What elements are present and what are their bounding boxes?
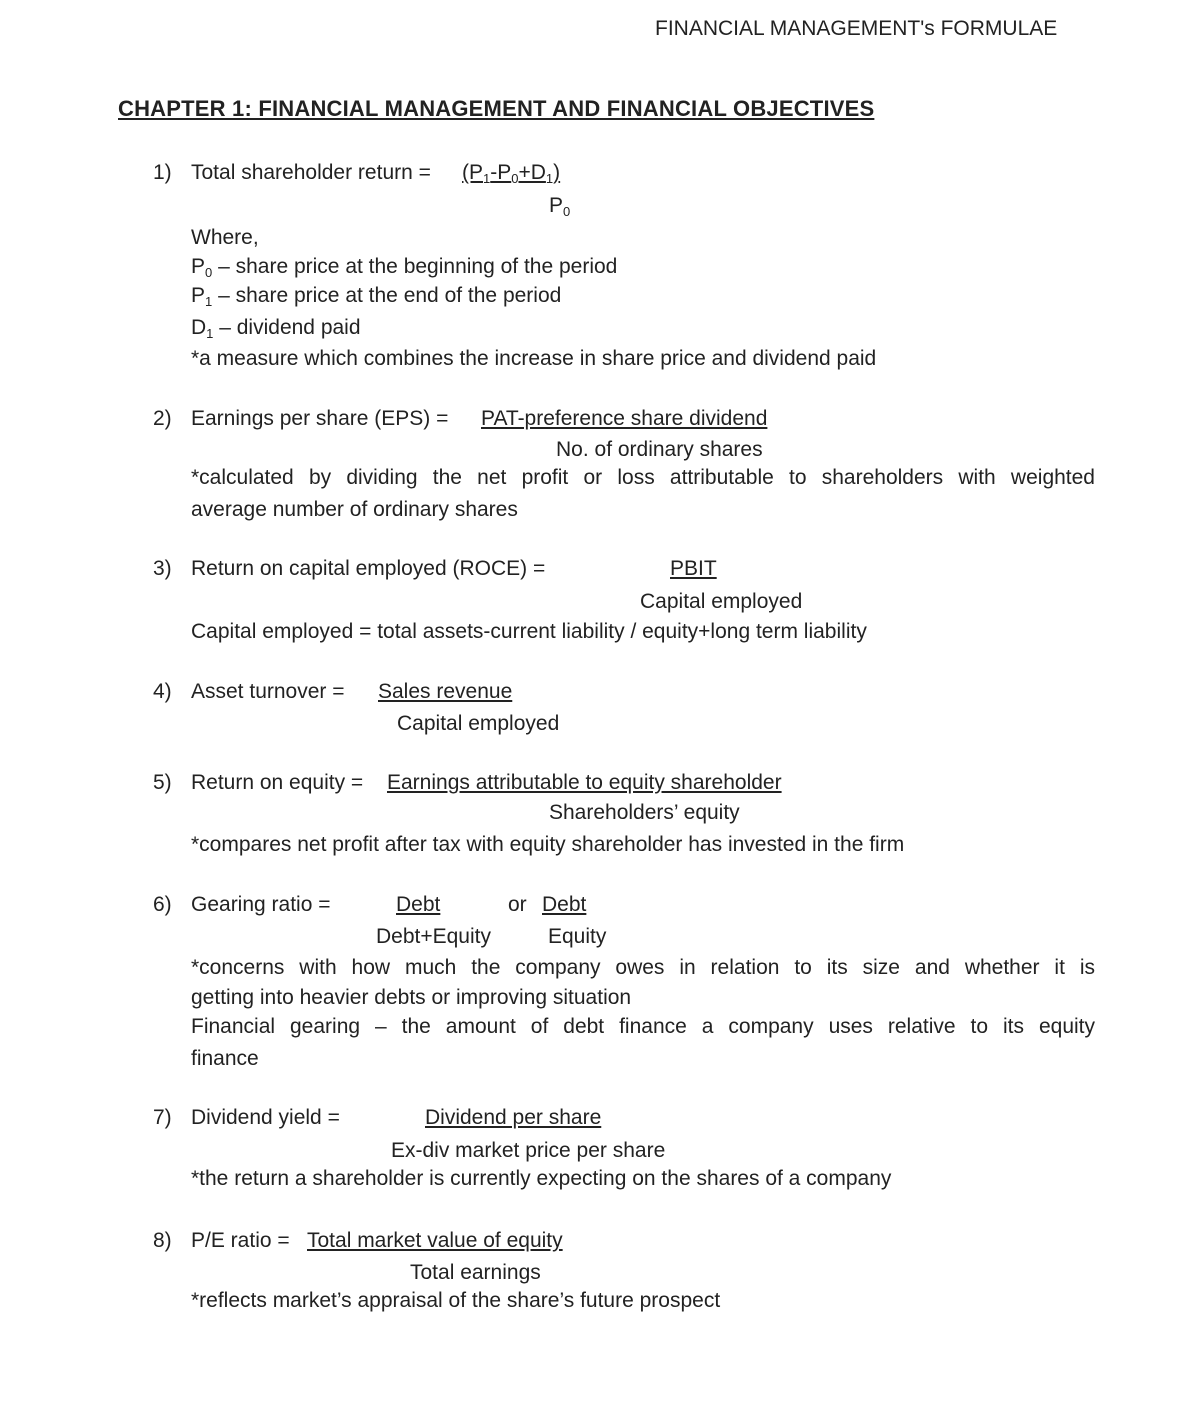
formula-numerator: Sales revenue [378, 680, 513, 703]
formula-numerator: Total market value of equity [307, 1229, 563, 1252]
formula-or: or [508, 893, 527, 916]
formula-denominator: Debt+Equity [376, 925, 491, 948]
formula-numerator: $(P_1-P_0+D_1)$ [462, 161, 561, 186]
formula-numerator: PBIT [670, 557, 717, 580]
formula-note: *compares net profit after tax with equity shareholder has invested in the firm [191, 833, 905, 856]
formula-denominator: Equity [548, 925, 607, 948]
formula-label: P/E ratio = [191, 1229, 290, 1252]
formula-numerator: Debt [396, 893, 441, 916]
formula-denominator: Capital employed [397, 712, 560, 735]
item-number: 8) [153, 1229, 172, 1252]
formula-label: Asset turnover = [191, 680, 345, 703]
formula-numerator: Earnings attributable to equity shareholder [387, 771, 782, 794]
formula-numerator: Dividend per share [425, 1106, 602, 1129]
formula-note: *calculated by dividing the net profit or loss attributable to shareholders with weighted [191, 466, 1095, 489]
formula-denominator: Shareholders’ equity [549, 801, 740, 824]
item-number: 6) [153, 893, 172, 916]
formula-label: Earnings per share (EPS) = [191, 407, 449, 430]
formula-denominator: No. of ordinary shares [556, 438, 763, 461]
formula-label: Return on equity = [191, 771, 364, 794]
formula-numerator: Debt [542, 893, 587, 916]
formula-label: Return on capital employed (ROCE) = [191, 557, 546, 580]
definition-line: $P_0$ – share price at the beginning of the period [191, 255, 618, 280]
formula-note: *the return a shareholder is currently expecting on the shares of a company [191, 1167, 892, 1190]
chapter-title: CHAPTER 1: FINANCIAL MANAGEMENT AND FINANCIAL OBJECTIVES [118, 96, 875, 121]
definition-line: $D_1$ – dividend paid [191, 316, 361, 341]
definition-line: $P_1$ – share price at the end of the period [191, 284, 562, 309]
formula-note: *concerns with how much the company owes in relation to its size and whether it is [191, 956, 1095, 979]
formula-note: Capital employed = total assets-current liability / equity+long term liability [191, 620, 867, 643]
item-number: 3) [153, 557, 172, 580]
where-label: Where, [191, 226, 259, 249]
page-header: FINANCIAL MANAGEMENT's FORMULAE [655, 17, 1058, 40]
formula-label: Dividend yield = [191, 1106, 340, 1129]
item-number: 7) [153, 1106, 172, 1129]
formula-note-continued: getting into heavier debts or improving situation [191, 986, 632, 1009]
formula-note: Financial gearing – the amount of debt finance a company uses relative to its equity [191, 1015, 1095, 1038]
formula-note: *reflects market’s appraisal of the share’s future prospect [191, 1289, 721, 1312]
item-number: 1) [153, 161, 172, 184]
formula-numerator: PAT-preference share dividend [481, 407, 768, 430]
formula-denominator: Total earnings [410, 1261, 541, 1284]
formula-denominator: Ex-div market price per share [391, 1139, 666, 1162]
formula-denominator: $P_0$ [549, 194, 571, 219]
formula-note-continued: finance [191, 1047, 259, 1070]
formula-label: Total shareholder return = [191, 161, 431, 184]
item-number: 4) [153, 680, 172, 703]
formula-label: Gearing ratio = [191, 893, 331, 916]
formula-note: *a measure which combines the increase in share price and dividend paid [191, 347, 877, 370]
formula-note-continued: average number of ordinary shares [191, 498, 518, 521]
item-number: 5) [153, 771, 172, 794]
item-number: 2) [153, 407, 172, 430]
formula-denominator: Capital employed [640, 590, 803, 613]
